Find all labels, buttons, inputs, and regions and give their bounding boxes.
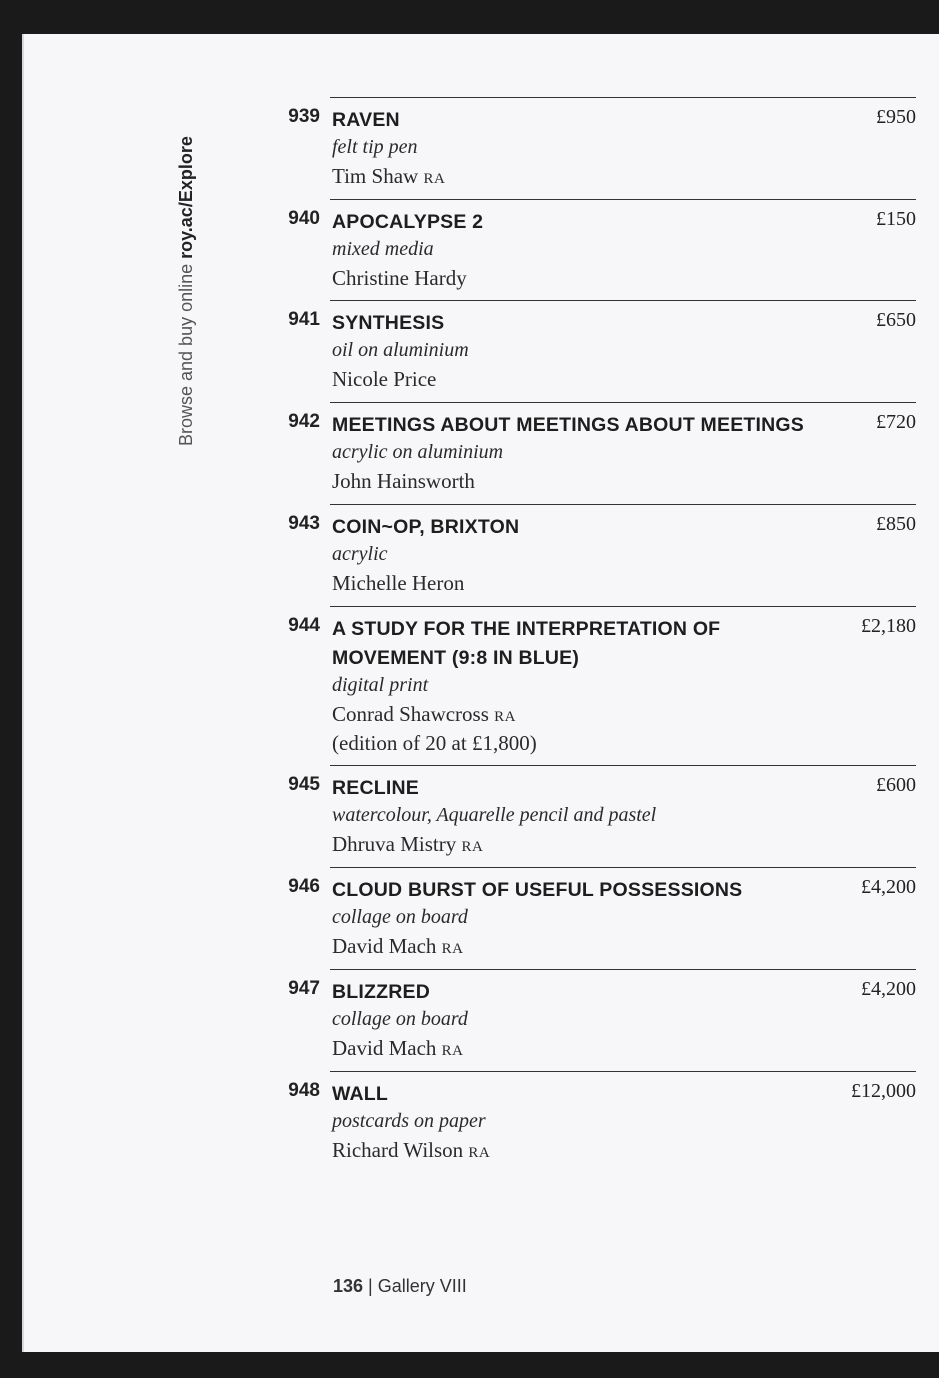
entry-title: COIN~OP, BRIXTON xyxy=(332,516,520,538)
section-name: Gallery VIII xyxy=(377,1276,467,1296)
divider xyxy=(330,97,916,98)
entry-medium: watercolour, Aquarelle pencil and pastel xyxy=(332,804,657,826)
ra-badge: RA xyxy=(461,839,484,855)
entry-title: RECLINE xyxy=(332,777,419,799)
entry-title: MEETINGS ABOUT MEETINGS ABOUT MEETINGS xyxy=(332,414,805,436)
entry-edition: (edition of 20 at £1,800) xyxy=(332,731,537,755)
entry-title: RAVEN xyxy=(332,109,400,131)
ra-badge: RA xyxy=(494,709,516,725)
divider xyxy=(330,1071,916,1072)
entry-title: A STUDY FOR THE INTERPRETATION OF MOVEMENT (9:8 IN BLUE) xyxy=(332,618,721,669)
entry-artist: Dhruva Mistry RA xyxy=(332,832,484,856)
entry-number: 948 xyxy=(288,1080,320,1101)
divider xyxy=(330,402,916,403)
entry-number: 940 xyxy=(288,208,320,229)
entry-artist: David Mach RA xyxy=(332,1036,464,1060)
entry-price: £12,000 xyxy=(851,1080,916,1102)
entry-medium: collage on board xyxy=(332,1008,468,1030)
footer-separator: | xyxy=(363,1276,378,1296)
entry-title: APOCALYPSE 2 xyxy=(332,211,484,233)
entry-number: 939 xyxy=(288,106,320,127)
ra-badge: RA xyxy=(423,171,446,187)
ra-badge: RA xyxy=(441,941,464,957)
entry-price: £600 xyxy=(876,774,916,796)
divider xyxy=(330,300,916,301)
entry-artist: Nicole Price xyxy=(332,367,437,391)
entry-number: 946 xyxy=(288,876,320,897)
entry-artist: John Hainsworth xyxy=(332,469,475,493)
divider xyxy=(330,606,916,607)
entry-price: £950 xyxy=(876,106,916,128)
entry-number: 947 xyxy=(288,978,320,999)
entry-title: SYNTHESIS xyxy=(332,312,445,334)
divider xyxy=(330,867,916,868)
divider xyxy=(330,765,916,766)
entry-number: 943 xyxy=(288,513,320,534)
entry-artist: Richard Wilson RA xyxy=(332,1138,491,1162)
entry-price: £150 xyxy=(876,208,916,230)
entry-number: 944 xyxy=(288,615,320,636)
entry-medium: collage on board xyxy=(332,906,468,928)
sidebar-browse-text xyxy=(176,136,197,446)
entry-medium: acrylic xyxy=(332,543,388,565)
page-footer xyxy=(333,1276,467,1297)
entry-number: 942 xyxy=(288,411,320,432)
entry-title: CLOUD BURST OF USEFUL POSSESSIONS xyxy=(332,879,743,901)
entry-price: £2,180 xyxy=(861,615,916,637)
divider xyxy=(330,504,916,505)
entry-medium: felt tip pen xyxy=(332,136,418,158)
entry-price: £720 xyxy=(876,411,916,433)
entry-medium: postcards on paper xyxy=(332,1110,486,1132)
entry-medium: mixed media xyxy=(332,238,434,260)
entry-artist: Tim Shaw RA xyxy=(332,164,446,188)
entry-price: £4,200 xyxy=(861,978,916,1000)
entry-price: £650 xyxy=(876,309,916,331)
sidebar-link[interactable]: roy.ac/Explore xyxy=(176,136,196,259)
entry-artist: Christine Hardy xyxy=(332,266,467,290)
ra-badge: RA xyxy=(468,1145,491,1161)
entry-price: £4,200 xyxy=(861,876,916,898)
entry-artist: Michelle Heron xyxy=(332,571,465,595)
entry-price: £850 xyxy=(876,513,916,535)
entry-artist: Conrad Shawcross RA xyxy=(332,702,516,726)
sidebar-prefix: Browse and buy online xyxy=(176,258,196,446)
entry-title: WALL xyxy=(332,1083,389,1105)
entry-number: 945 xyxy=(288,774,320,795)
entry-medium: digital print xyxy=(332,674,429,696)
page-number: 136 xyxy=(333,1276,364,1296)
entry-artist: David Mach RA xyxy=(332,934,464,958)
divider xyxy=(330,969,916,970)
ra-badge: RA xyxy=(441,1043,464,1059)
entry-medium: oil on aluminium xyxy=(332,339,469,361)
entry-title: BLIZZRED xyxy=(332,981,431,1003)
divider xyxy=(330,199,916,200)
entry-medium: acrylic on aluminium xyxy=(332,441,504,463)
entry-number: 941 xyxy=(288,309,320,330)
